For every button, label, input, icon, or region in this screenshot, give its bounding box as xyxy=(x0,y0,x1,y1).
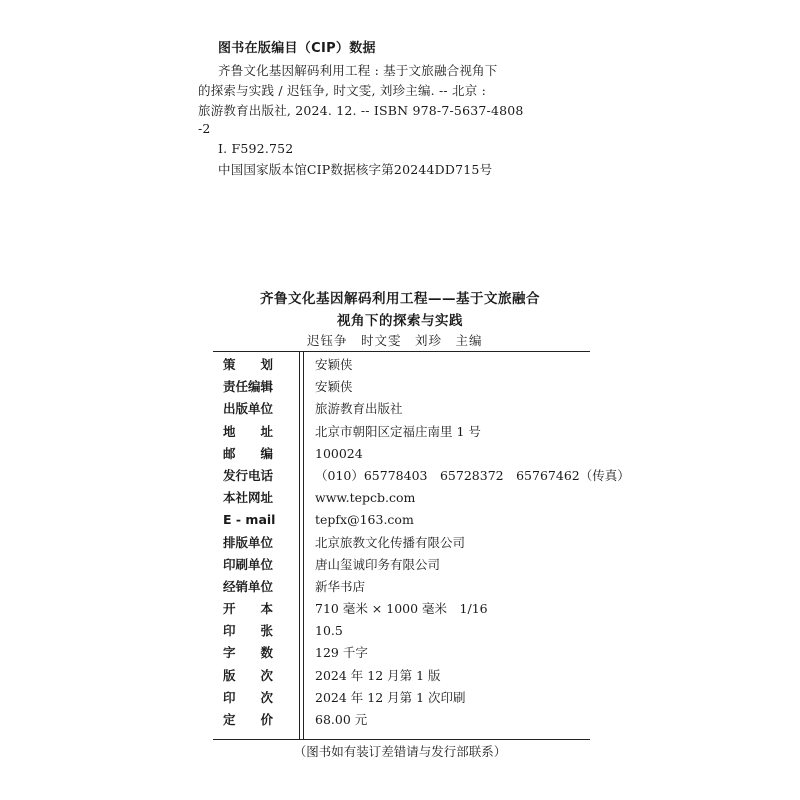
cip-line-4: -2 xyxy=(198,121,211,136)
colophon-value: 68.00 元 xyxy=(315,712,368,727)
colophon-row xyxy=(213,709,590,731)
cip-line-3: 旅游教育出版社, 2024. 12. -- ISBN 978-7-5637-4808 xyxy=(198,103,524,118)
colophon-label: 发行电话 xyxy=(223,467,274,483)
colophon-label: 印刷单位 xyxy=(223,556,274,572)
colophon-row xyxy=(213,620,590,642)
colophon-value: 安颖侠 xyxy=(315,357,353,372)
colophon-value: www.tepcb.com xyxy=(315,490,416,506)
colophon-value: 10.5 xyxy=(315,623,343,639)
colophon-label: 地 址 xyxy=(223,423,274,439)
colophon-label: 排版单位 xyxy=(223,534,274,550)
table-bottom-rule xyxy=(213,739,590,740)
cip-line-2: 的探索与实践 / 迟钰争, 时文雯, 刘珍主编. -- 北京 : xyxy=(198,83,487,98)
colophon-value: 2024 年 12 月第 1 版 xyxy=(315,667,441,683)
colophon-value: 2024 年 12 月第 1 次印刷 xyxy=(315,689,466,705)
colophon-row xyxy=(213,398,590,420)
colophon-value: 北京旅教文化传播有限公司 xyxy=(315,534,466,550)
colophon-row xyxy=(213,487,590,509)
colophon-row xyxy=(213,554,590,576)
colophon-value: 新华书店 xyxy=(315,578,366,594)
table-top-rule xyxy=(213,351,590,352)
colophon-value: 唐山玺诚印务有限公司 xyxy=(315,556,441,572)
colophon-row xyxy=(213,509,590,531)
colophon-row xyxy=(213,421,590,443)
colophon-row xyxy=(213,443,590,465)
colophon-value: tepfx@163.com xyxy=(315,512,414,528)
colophon-label: 印 张 xyxy=(223,623,274,639)
colophon-value: 安颖侠 xyxy=(315,379,353,395)
colophon-row xyxy=(213,576,590,598)
colophon-value: 710 毫米 × 1000 毫米 1/16 xyxy=(315,601,488,617)
book-title-line-2: 视角下的探索与实践 xyxy=(337,313,463,329)
colophon-row xyxy=(213,376,590,398)
colophon-label: 出版单位 xyxy=(223,401,274,417)
cip-heading: 图书在版编目（CIP）数据 xyxy=(218,41,376,56)
colophon-value: 旅游教育出版社 xyxy=(315,401,403,417)
colophon-label: 策 划 xyxy=(223,357,274,372)
colophon-label: 经销单位 xyxy=(223,578,274,594)
cip-classification: Ⅰ. F592.752 xyxy=(218,141,294,156)
colophon-value: 129 千字 xyxy=(315,645,368,661)
colophon-value: （010）65778403 65728372 65767462（传真） xyxy=(315,467,630,483)
colophon-value: 北京市朝阳区定福庄南里 1 号 xyxy=(315,423,481,439)
colophon-row xyxy=(213,354,590,376)
colophon-label: E - mail xyxy=(223,512,276,528)
colophon-label: 版 次 xyxy=(223,667,274,683)
cip-line-1: 齐鲁文化基因解码利用工程 : 基于文旅融合视角下 xyxy=(218,63,498,78)
colophon-label: 定 价 xyxy=(223,712,274,727)
colophon-row xyxy=(213,665,590,687)
colophon-row xyxy=(213,687,590,709)
colophon-value: 100024 xyxy=(315,445,363,461)
book-title-line-1: 齐鲁文化基因解码利用工程——基于文旅融合 xyxy=(260,291,540,307)
binding-error-note: （图书如有装订差错请与发行部联系） xyxy=(293,744,507,759)
colophon-row xyxy=(213,598,590,620)
colophon-label: 字 数 xyxy=(223,645,274,661)
colophon-label: 责任编辑 xyxy=(223,379,274,395)
colophon-label: 印 次 xyxy=(223,689,274,705)
colophon-row xyxy=(213,465,630,487)
cip-verification-number: 中国国家版本馆CIP数据核字第20244DD715号 xyxy=(218,162,493,177)
colophon-label: 开 本 xyxy=(223,601,274,617)
colophon-row xyxy=(213,642,590,664)
colophon-label: 本社网址 xyxy=(223,490,274,506)
book-editors: 迟钰争 时文雯 刘珍 主编 xyxy=(307,333,483,348)
colophon-label: 邮 编 xyxy=(223,445,274,461)
colophon-table xyxy=(213,354,630,731)
colophon-row xyxy=(213,532,590,554)
